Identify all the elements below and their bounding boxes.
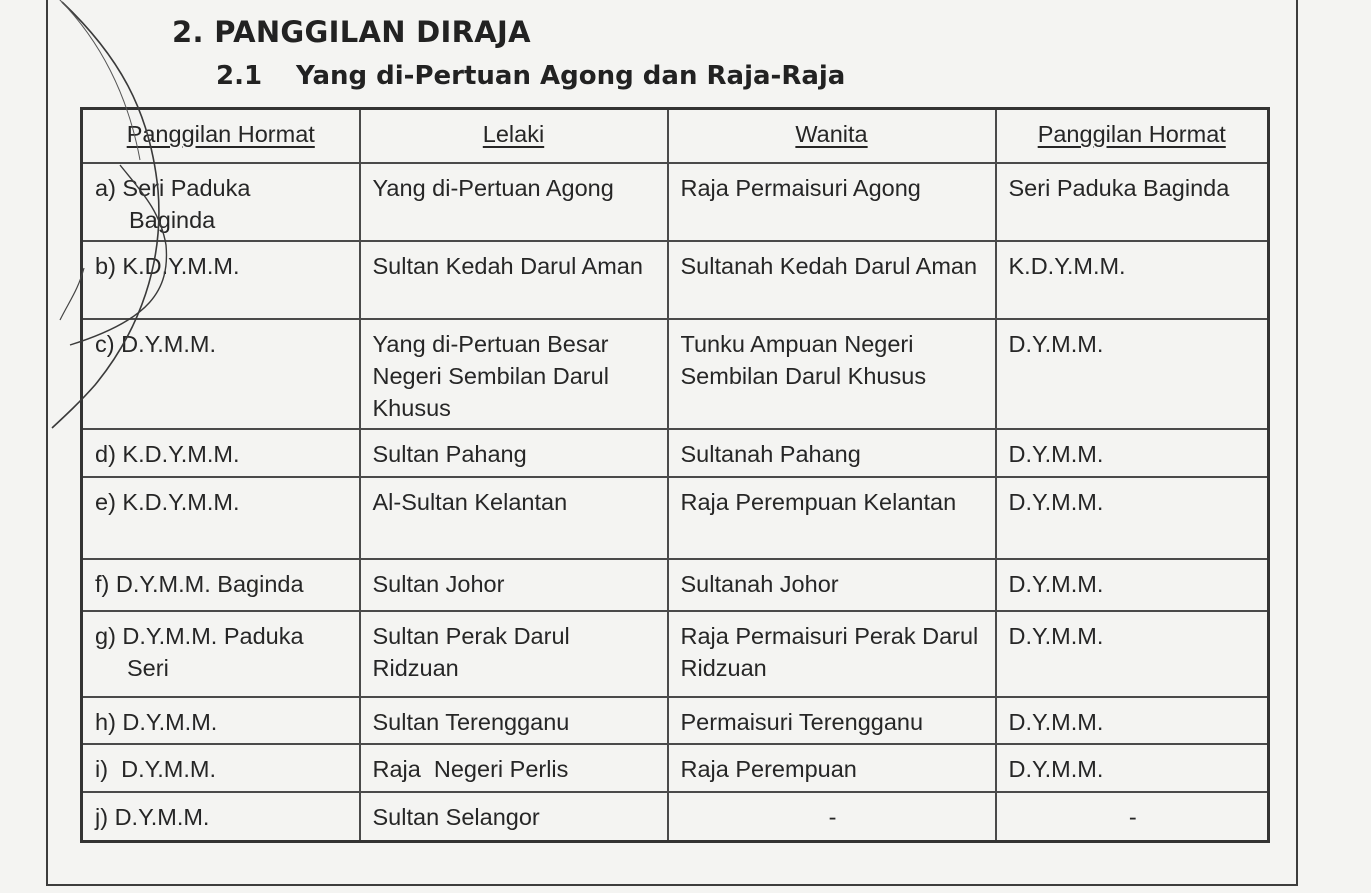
cell-wanita: Sultanah Kedah Darul Aman bbox=[668, 241, 996, 319]
cell-lelaki: Sultan Johor bbox=[360, 559, 668, 611]
cell-lelaki: Sultan Perak Darul Ridzuan bbox=[360, 611, 668, 697]
cell-lelaki: Sultan Terengganu bbox=[360, 697, 668, 744]
cell-title-2: Seri Paduka Baginda bbox=[996, 163, 1269, 241]
table-row bbox=[82, 792, 1269, 841]
cell-title: g) D.Y.M.M. Paduka Seri bbox=[82, 611, 360, 697]
table-row bbox=[82, 163, 1269, 241]
cell-wanita: Raja Permaisuri Agong bbox=[668, 163, 996, 241]
cell-wanita: - bbox=[668, 792, 996, 841]
subsection-title bbox=[216, 61, 845, 91]
cell-wanita: Tunku Ampuan Negeri Sembilan Darul Khusus bbox=[668, 319, 996, 429]
cell-lelaki: Sultan Pahang bbox=[360, 429, 668, 477]
subsection-number: 2.1 bbox=[216, 61, 263, 91]
cell-title: d) K.D.Y.M.M. bbox=[82, 429, 360, 477]
royal-titles-table bbox=[80, 107, 1270, 843]
cell-title-2: D.Y.M.M. bbox=[996, 611, 1269, 697]
table-row bbox=[82, 241, 1269, 319]
cell-title-2: D.Y.M.M. bbox=[996, 429, 1269, 477]
cell-title-2: D.Y.M.M. bbox=[996, 319, 1269, 429]
cell-wanita: Permaisuri Terengganu bbox=[668, 697, 996, 744]
cell-lelaki: Al-Sultan Kelantan bbox=[360, 477, 668, 559]
cell-title-2: D.Y.M.M. bbox=[996, 697, 1269, 744]
cell-title-2: K.D.Y.M.M. bbox=[996, 241, 1269, 319]
cell-wanita: Raja Perempuan Kelantan bbox=[668, 477, 996, 559]
section-title: 2. PANGGILAN DIRAJA bbox=[172, 15, 531, 49]
cell-title: h) D.Y.M.M. bbox=[82, 697, 360, 744]
cell-wanita: Sultanah Johor bbox=[668, 559, 996, 611]
table-row bbox=[82, 429, 1269, 477]
cell-title: i) D.Y.M.M. bbox=[82, 744, 360, 792]
cell-wanita: Raja Permaisuri Perak Darul Ridzuan bbox=[668, 611, 996, 697]
cell-title-2: D.Y.M.M. bbox=[996, 744, 1269, 792]
cell-title: b) K.D.Y.M.M. bbox=[82, 241, 360, 319]
header-panggilan-hormat-2: Panggilan Hormat bbox=[996, 109, 1269, 164]
cell-title: f) D.Y.M.M. Baginda bbox=[82, 559, 360, 611]
cell-title: j) D.Y.M.M. bbox=[82, 792, 360, 841]
cell-lelaki: Sultan Selangor bbox=[360, 792, 668, 841]
cell-title: e) K.D.Y.M.M. bbox=[82, 477, 360, 559]
table-row bbox=[82, 477, 1269, 559]
cell-wanita: Sultanah Pahang bbox=[668, 429, 996, 477]
table-row bbox=[82, 559, 1269, 611]
cell-title-2: D.Y.M.M. bbox=[996, 477, 1269, 559]
cell-lelaki: Yang di-Pertuan Agong bbox=[360, 163, 668, 241]
table-row bbox=[82, 744, 1269, 792]
header-panggilan-hormat: Panggilan Hormat bbox=[82, 109, 360, 164]
cell-lelaki: Yang di-Pertuan Besar Negeri Sembilan Darul Khusus bbox=[360, 319, 668, 429]
cell-title-2: D.Y.M.M. bbox=[996, 559, 1269, 611]
table-row bbox=[82, 319, 1269, 429]
cell-title: c) D.Y.M.M. bbox=[82, 319, 360, 429]
table-row bbox=[82, 611, 1269, 697]
cell-wanita: Raja Perempuan bbox=[668, 744, 996, 792]
subsection-text: Yang di-Pertuan Agong dan Raja-Raja bbox=[296, 61, 846, 91]
table-header-row bbox=[82, 109, 1269, 164]
cell-lelaki: Sultan Kedah Darul Aman bbox=[360, 241, 668, 319]
cell-title: a) Seri Paduka Baginda bbox=[82, 163, 360, 241]
cell-title-2: - bbox=[996, 792, 1269, 841]
cell-lelaki: Raja Negeri Perlis bbox=[360, 744, 668, 792]
header-lelaki: Lelaki bbox=[360, 109, 668, 164]
table-row bbox=[82, 697, 1269, 744]
header-wanita: Wanita bbox=[668, 109, 996, 164]
